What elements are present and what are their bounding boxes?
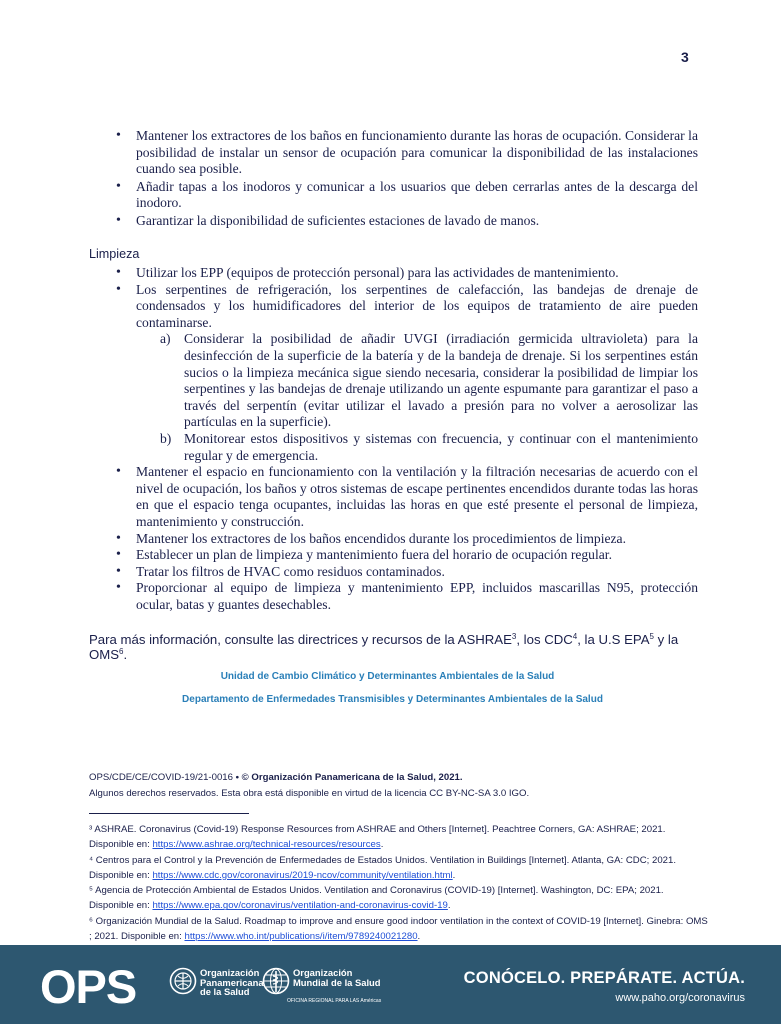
footnote-link[interactable]: https://www.who.int/publications/i/item/9789240021280 bbox=[184, 931, 418, 943]
more-info-text: , la U.S EPA bbox=[577, 632, 650, 647]
bathroom-measures-list bbox=[108, 128, 698, 231]
who-name-line: Mundial de la Salud bbox=[293, 976, 381, 988]
tagline: CONÓCELO. PREPÁRATE. ACTÚA. bbox=[463, 969, 745, 987]
more-info-text: . bbox=[123, 647, 128, 662]
footnote bbox=[89, 822, 709, 853]
more-info-paragraph bbox=[89, 632, 709, 662]
list-item: • Garantizar la disponibilidad de suficientes estaciones de lavado de manos. bbox=[108, 213, 698, 230]
sub-list-text: Considerar la posibilidad de añadir UVGI (irradiación germicida ultravioleta) para la desinfección de la superficie de la batería y de la bandeja de drenaje. Si los serpentines están sucios o la limpieza mecánica sigue siendo necesaria, considerar la posibilidad de limpiar los serpentines y las bandejas de drenaje utilizando un agente espumante para garantizar el paso a través del serpentín (evitar utilizar el lavado a presión para no volver a aerosolizar las partículas en la superficie). bbox=[184, 331, 698, 430]
footnote-ref[interactable]: 3 bbox=[511, 632, 517, 641]
document-code: OPS/CDE/CE/COVID-19/21-0016 bbox=[89, 772, 236, 783]
list-item: • Tratar los filtros de HVAC como residuos contaminados. bbox=[108, 564, 698, 581]
sub-list-item bbox=[136, 431, 698, 464]
license-line: Algunos derechos reservados. Esta obra está disponible en virtud de la licencia CC BY-NC-SA 3.0 IGO. bbox=[89, 788, 530, 799]
sub-list-text: Monitorear estos dispositivos y sistemas con frecuencia, y continuar con el mantenimiento regular y de emergencia. bbox=[184, 430, 698, 463]
footnote-ref[interactable]: 6 bbox=[119, 647, 124, 656]
footnote-text: . bbox=[447, 900, 451, 912]
copyright-block bbox=[89, 770, 529, 802]
sub-list bbox=[136, 331, 698, 464]
sub-list-marker: b) bbox=[160, 430, 172, 446]
unit-name: Unidad de Cambio Climático y Determinantes Ambientales de la Salud bbox=[220, 671, 555, 682]
paho-emblem-icon bbox=[169, 967, 197, 995]
department-name: Departamento de Enfermedades Transmisibles y Determinantes Ambientales de la Salud bbox=[182, 694, 603, 705]
footnote-link[interactable]: https://www.cdc.gov/coronavirus/2019-ncov/community/ventilation.html bbox=[152, 869, 453, 881]
footnote-text: ⁴ Centros para el Control y la Prevención de Enfermedades de Estados Unidos. Ventilation in Buildings [Internet]. Atlanta, GA: CDC; 2021. Disponible en: bbox=[89, 854, 677, 881]
footnote-link[interactable]: https://www.epa.gov/coronavirus/ventilation-and-coronavirus-covid-19 bbox=[152, 900, 448, 912]
paho-name-line: de la Salud bbox=[200, 986, 250, 998]
footnote-divider bbox=[89, 813, 249, 814]
who-region: OFICINA REGIONAL PARA LAS Américas bbox=[287, 998, 382, 1004]
website-link[interactable]: www.paho.org/coronavirus bbox=[615, 992, 745, 1004]
list-item: • Mantener el espacio en funcionamiento con la ventilación y la filtración necesarias de acuerdo con el nivel de ocupación, los baños y otros sistemas de escape pertinentes encendidos durante todas las horas en que el espacio tenga ocupantes, incluidas las horas en que esté presente el personal de limpieza, mantenimiento y construcción. bbox=[108, 464, 698, 530]
list-item: • Utilizar los EPP (equipos de protección personal) para las actividades de mantenimiento. bbox=[108, 265, 698, 282]
footnote bbox=[89, 914, 709, 945]
footnote-text: ⁶ Organización Mundial de la Salud. Roadmap to improve and ensure good indoor ventilation in the context of COVID-19 [Internet]. Ginebra: OMS ; 2021. Disponible en: bbox=[89, 915, 708, 943]
more-info-text: y la OMS bbox=[89, 632, 679, 662]
more-info-text: , los CDC bbox=[516, 632, 573, 647]
paho-name-line: Panamericana bbox=[200, 976, 264, 988]
copyright-org: © Organización Panamericana de la Salud, 2021. bbox=[241, 772, 463, 783]
ops-logo: OPS bbox=[40, 960, 137, 1013]
sub-list-marker: a) bbox=[160, 331, 171, 347]
list-item bbox=[108, 282, 698, 465]
footnote-text: . bbox=[452, 869, 456, 881]
list-item: • Mantener los extractores de los baños encendidos durante los procedimientos de limpieza. bbox=[108, 531, 698, 548]
footnotes bbox=[89, 822, 709, 944]
footnote bbox=[89, 853, 709, 884]
page-number: 3 bbox=[681, 49, 689, 65]
footnote-link[interactable]: https://www.ashrae.org/technical-resources/resources bbox=[152, 839, 381, 851]
list-item-text: Los serpentines de refrigeración, los serpentines de calefacción, las bandejas de drenaje de condensados y los humidificadores del interior de los equipos de tratamiento de aire pueden contaminarse. bbox=[136, 281, 698, 330]
more-info-text: Para más información, consulte las directrices y recursos de la ASHRAE bbox=[89, 632, 512, 647]
who-emblem-icon bbox=[262, 967, 290, 995]
footnote-ref[interactable]: 4 bbox=[572, 632, 578, 641]
section-heading-limpieza: Limpieza bbox=[89, 247, 140, 261]
list-item: • Añadir tapas a los inodoros y comunicar a los usuarios que deben cerrarlas antes de la descarga del inodoro. bbox=[108, 179, 698, 212]
footnote-ref[interactable]: 5 bbox=[649, 632, 654, 641]
paho-name bbox=[200, 968, 264, 997]
footnote-text: ⁵ Agencia de Protección Ambiental de Estados Unidos. Ventilation and Coronavirus (COVID-19) [Internet]. Washington, DC: EPA; 2021. Disponible en: bbox=[89, 885, 664, 912]
who-name bbox=[293, 968, 381, 987]
footnote-text: ³ ASHRAE. Coronavirus (Covid-19) Response Resources from ASHRAE and Others [Internet]. Peachtree Corners, GA: ASHRAE; 2021. Disponible en: bbox=[89, 824, 666, 851]
list-item: • Establecer un plan de limpieza y mantenimiento fuera del horario de ocupación regular. bbox=[108, 547, 698, 564]
cleaning-measures-list bbox=[108, 265, 698, 613]
who-name-line: Organización bbox=[293, 967, 353, 978]
sub-list-item bbox=[136, 331, 698, 431]
bullet-separator: • bbox=[235, 772, 239, 783]
paho-name-line: Organización bbox=[200, 967, 260, 978]
list-item: • Proporcionar al equipo de limpieza y mantenimiento EPP, incluidos mascarillas N95, protección ocular, batas y guantes desechables. bbox=[108, 580, 698, 613]
footnote bbox=[89, 883, 709, 914]
footer-banner bbox=[0, 945, 781, 1024]
list-item: • Mantener los extractores de los baños en funcionamiento durante las horas de ocupación. Considerar la posibilidad de instalar un sensor de ocupación para comunicar la disponibilidad de las instalaciones cuando sea posible. bbox=[108, 128, 698, 178]
footnote-text: . bbox=[380, 839, 384, 851]
footnote-text: . bbox=[417, 931, 421, 943]
copyright-line bbox=[89, 770, 529, 786]
